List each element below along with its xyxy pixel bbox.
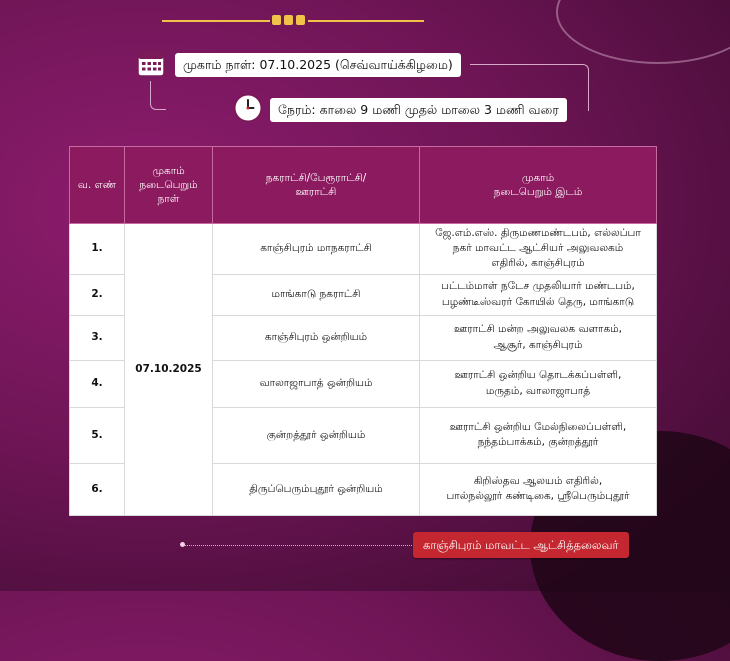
serial-number: 3. bbox=[70, 315, 125, 360]
venue: ஊராட்சி மன்ற அலுவலக வளாகம், ஆசூர், காஞ்சிபுரம் bbox=[420, 315, 657, 360]
serial-number: 5. bbox=[70, 407, 125, 463]
local-body: மாங்காடு நகராட்சி bbox=[213, 274, 420, 315]
header-local-body: நகராட்சி/பேரூராட்சி/ ஊராட்சி bbox=[213, 147, 420, 224]
camp-date-cell: 07.10.2025 bbox=[125, 224, 213, 516]
header-serial: வ. எண் bbox=[70, 147, 125, 224]
collector-badge: காஞ்சிபுரம் மாவட்ட ஆட்சித்தலைவர் bbox=[413, 532, 629, 558]
local-body: குன்றத்தூர் ஒன்றியம் bbox=[213, 407, 420, 463]
clock-icon bbox=[233, 93, 263, 123]
table-row bbox=[70, 224, 657, 275]
venue: ஊராட்சி ஒன்றிய தொடக்கப்பள்ளி, மருதம், வாலாஜாபாத் bbox=[420, 360, 657, 407]
serial-number: 6. bbox=[70, 463, 125, 515]
top-ornament bbox=[162, 13, 424, 29]
serial-number: 1. bbox=[70, 224, 125, 275]
table-header-row bbox=[70, 147, 657, 224]
connector-line bbox=[150, 81, 166, 110]
camp-time-label: நேரம்: காலை 9 மணி முதல் மாலை 3 மணி வரை bbox=[270, 98, 567, 122]
venue: ஊராட்சி ஒன்றிய மேல்நிலைப்பள்ளி, நந்தம்பாக்கம், குன்றத்தூர் bbox=[420, 407, 657, 463]
footer-divider bbox=[184, 545, 412, 546]
camp-schedule-table bbox=[69, 146, 657, 516]
decorative-corner-arc bbox=[556, 0, 730, 64]
venue: ஜே.எம்.எஸ். திருமணமண்டபம், எல்லப்பா நகர் மாவட்ட ஆட்சியர் அலுவலகம் எதிரில், காஞ்சிபுரம் bbox=[420, 224, 657, 275]
header-venue: முகாம் நடைபெறும் இடம் bbox=[420, 147, 657, 224]
camp-date-label: முகாம் நாள்: 07.10.2025 (செவ்வாய்க்கிழமை) bbox=[175, 53, 461, 77]
serial-number: 4. bbox=[70, 360, 125, 407]
local-body: வாலாஜாபாத் ஒன்றியம் bbox=[213, 360, 420, 407]
calendar-icon bbox=[136, 48, 166, 78]
venue: பட்டம்மாள் நடேச முதலியார் மண்டபம், பழண்டீஸ்வரர் கோயில் தெரு, மாங்காடு bbox=[420, 274, 657, 315]
serial-number: 2. bbox=[70, 274, 125, 315]
local-body: காஞ்சிபுரம் மாநகராட்சி bbox=[213, 224, 420, 275]
header-camp-date: முகாம் நடைபெறும் நாள் bbox=[125, 147, 213, 224]
venue: கிறிஸ்தவ ஆலயம் எதிரில், பால்நல்லூர் கண்டிகை, ஸ்ரீபெரும்புதூர் bbox=[420, 463, 657, 515]
local-body: காஞ்சிபுரம் ஒன்றியம் bbox=[213, 315, 420, 360]
local-body: திருப்பெரும்புதூர் ஒன்றியம் bbox=[213, 463, 420, 515]
